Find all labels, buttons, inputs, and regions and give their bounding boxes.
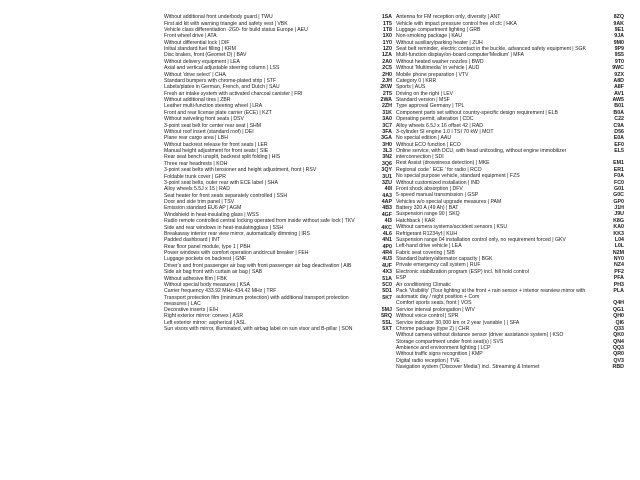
- equipment-code: 9AK: [613, 20, 624, 27]
- equipment-description: Fresh air intake system with activated charcoal canister | FRI: [164, 90, 303, 97]
- equipment-description: Radio remote controlled central locking operated from inside without safe lock | TKV: [164, 218, 355, 225]
- equipment-code: A8F: [613, 84, 624, 91]
- equipment-description: Three rear headrests | KOH: [164, 160, 228, 167]
- equipment-code: KK3: [613, 230, 624, 237]
- equipment-code: 3N2: [382, 154, 392, 161]
- equipment-code: 4X3: [382, 269, 392, 276]
- equipment-entry: [396, 148, 624, 160]
- equipment-description: Rear floor panel module, type 1 | PBH: [164, 243, 251, 250]
- equipment-code: EM1: [613, 160, 624, 167]
- equipment-code: PFA: [613, 275, 624, 282]
- equipment-description: Alloy wheels 6.5J x 16 offset 42 | RAD: [396, 122, 483, 129]
- equipment-description: Side and rear windows in heat-insulatingglass | SSH: [164, 224, 284, 231]
- equipment-code: EF0: [614, 141, 624, 148]
- equipment-code: 2JH: [382, 77, 392, 84]
- equipment-description: Without voice control | SPR: [396, 313, 459, 320]
- equipment-code: D56: [614, 128, 624, 135]
- equipment-code: RBD: [612, 364, 624, 371]
- equipment-description: Without heated washer nozzles | BWD: [396, 58, 484, 65]
- equipment-code: 1T8: [382, 26, 392, 33]
- equipment-code: 9E1: [614, 26, 624, 33]
- equipment-description: Without camera without distance sensor (driver assistance system) | KSO: [396, 332, 564, 339]
- equipment-code: 1Z0: [382, 46, 392, 53]
- equipment-description: Without 'Multimedia' in vehicle | AUD: [396, 65, 480, 72]
- equipment-code: B0A: [613, 109, 624, 116]
- equipment-code: L0L: [614, 243, 624, 250]
- equipment-description: 3-point seat belt for center rear seat | SHM: [164, 122, 262, 129]
- equipment-code: 3GA: [381, 135, 392, 142]
- equipment-description: Rear seat bench unsplit, backrest split folding | HIS: [164, 154, 281, 161]
- equipment-description: Breakaway interior rear view mirror, automatically dimming | IRS: [164, 230, 310, 237]
- equipment-description: Suspension range 04 installation control only, no requirement forced | GKV: [396, 236, 566, 243]
- code-column-right: [396, 14, 624, 480]
- equipment-description: Refrigerant R1234yf | KUH: [396, 230, 458, 237]
- equipment-description: Without backrest release for front seats | LER: [164, 141, 268, 148]
- equipment-description: Without differential lock | DIF: [164, 39, 230, 46]
- equipment-description: Rest Assist (drowsiness detection) | MKE: [396, 160, 490, 167]
- equipment-code: 4R4: [382, 250, 392, 257]
- equipment-description: Without additional front underbody guard | TWU: [164, 14, 273, 21]
- equipment-description: No special purpose vehicle, standard equipment | FZS: [396, 173, 520, 180]
- equipment-code: 40I: [384, 186, 392, 193]
- equipment-code: K8G: [613, 217, 624, 224]
- equipment-code: 4GF: [381, 211, 392, 218]
- equipment-description: First aid kit with warning triangle and safety vest | VBK: [164, 20, 288, 27]
- equipment-code: 9WC: [612, 65, 624, 72]
- equipment-description: Vehicles w/o special upgrade measures | PAM: [396, 198, 502, 205]
- equipment-code: NY0: [613, 256, 624, 263]
- equipment-code: QV3: [613, 357, 624, 364]
- equipment-description: Ambience and environment lighting | LCP: [396, 345, 491, 352]
- equipment-code: 51A: [382, 275, 392, 282]
- equipment-code: 4N1: [382, 237, 392, 244]
- equipment-description: Component parts set without country-specific design requirement | ELB: [396, 109, 558, 116]
- equipment-description: Front shock absorption | DFV: [396, 185, 463, 192]
- equipment-code: N2M: [612, 249, 624, 256]
- equipment-code: PF2: [614, 268, 624, 275]
- equipment-description: Hatchback | KAR: [396, 217, 436, 224]
- equipment-code: 3FA: [382, 128, 392, 135]
- equipment-code: 9ZX: [614, 71, 624, 78]
- equipment-code: 2ZH: [381, 103, 392, 110]
- equipment-code: 3U1: [382, 173, 392, 180]
- equipment-description: Vehicle class differentiation -2G0- for build status Europe | AEU: [164, 26, 308, 33]
- equipment-description: Category 0 | KRR: [396, 77, 437, 84]
- equipment-description: Seat heater for front seats separately controlled | SSH: [164, 192, 288, 199]
- equipment-description: Operating permit, alteration | CDC: [396, 116, 474, 123]
- equipment-description: Type approval Germany | TPL: [396, 103, 465, 110]
- equipment-code: 4L6: [382, 230, 392, 237]
- equipment-code: AW5: [612, 97, 624, 104]
- equipment-code: 1X0: [382, 33, 392, 40]
- equipment-description: Carrier frequency 433.92 MHz-434.42 MHz | TRF: [164, 288, 277, 295]
- equipment-code: QH0: [613, 313, 624, 320]
- equipment-description: Online service, with DCU, with head unitcoding, without engine immobilizer interconnection | SDI: [396, 148, 567, 161]
- equipment-code: 9M0: [613, 39, 624, 46]
- equipment-code: 4B3: [382, 205, 392, 212]
- equipment-code: 3QY: [381, 167, 392, 174]
- equipment-description: Private emergency call system | RUF: [396, 262, 481, 269]
- equipment-description: Leather multi-function steering wheel | LRA: [164, 103, 263, 110]
- equipment-description: ESP: [396, 275, 407, 282]
- equipment-description: Left-hand drive vehicle | LEA: [396, 243, 462, 250]
- equipment-code: 1ZA: [381, 52, 392, 59]
- equipment-description: Decorative inserts | EIH: [164, 307, 218, 314]
- equipment-code: 3A0: [382, 116, 392, 123]
- equipment-description: Power windows with comfort operation andcircuit breaker | FEH: [164, 250, 309, 257]
- equipment-description: Without roof insert (standard roof) | DEI: [164, 128, 254, 135]
- equipment-description: Front wheel drive | ATA: [164, 33, 217, 40]
- equipment-description: Door and side trim panel | TSV: [164, 199, 235, 206]
- equipment-description: Labels/plates in German, French, and Dutch | SAU: [164, 84, 280, 91]
- equipment-code: L04: [614, 236, 624, 243]
- equipment-code: E0A: [613, 135, 624, 142]
- equipment-code: 2H0: [382, 71, 392, 78]
- equipment-description: Front and rear license plate carrier (ECE) | KZT: [164, 109, 272, 116]
- equipment-code: 3H0: [382, 141, 392, 148]
- equipment-description: Without ECO function | ECO: [396, 141, 461, 148]
- equipment-description: Windshield in heat-insulating glass | WSS: [164, 211, 259, 218]
- equipment-code: C9A: [613, 122, 624, 129]
- equipment-description: Emission standard EU6 AP | AGM: [164, 205, 242, 212]
- equipment-description: Sun visors with mirror, illuminated, with airbag label on sun visor and B-pillar | SON: [164, 326, 353, 333]
- equipment-code: QQ3: [612, 345, 624, 352]
- equipment-description: Mobile phone preparation | VTV: [396, 71, 469, 78]
- equipment-description: Initial standard fuel filling | KRM: [164, 46, 236, 53]
- equipment-description: Standard version | MSF: [396, 97, 450, 104]
- equipment-description: Sports | AUS: [396, 84, 426, 91]
- equipment-code: 2A0: [382, 58, 392, 65]
- equipment-code: J1H: [614, 205, 624, 212]
- equipment-description: Manual height adjustment for front seats | SIE: [164, 148, 269, 155]
- equipment-description: Comfort sports seats, front | VOS: [396, 300, 472, 307]
- equipment-code: 4P0: [382, 243, 392, 250]
- equipment-code: EL5: [614, 148, 624, 155]
- equipment-description: Luggage compartment lighting | GRB: [396, 26, 481, 33]
- equipment-code: QN4: [613, 338, 624, 345]
- equipment-code: 5D1: [382, 288, 392, 295]
- equipment-description: Without 'drive select' | CHA: [164, 71, 226, 78]
- equipment-description: Plane rear cargo area | LBH: [164, 135, 228, 142]
- equipment-code: 31K: [382, 109, 392, 116]
- equipment-description: 3-point seat belts with tensioner and height adjustment, front | RSV: [164, 167, 317, 174]
- equipment-code: F0A: [613, 173, 624, 180]
- equipment-code: G0C: [613, 192, 624, 199]
- equipment-code: C22: [614, 116, 624, 123]
- equipment-code: QI6: [615, 319, 624, 326]
- equipment-description: Without delivery equipment | LEA: [164, 58, 240, 65]
- equipment-description: Regional code ' ECE ' for radio | RCO: [396, 166, 482, 173]
- equipment-description: Without auxiliary/parking heater | ZUH: [396, 39, 483, 46]
- equipment-description: Seat belt reminder, electric contact in the buckle, advanced safety equipment | SGK: [396, 46, 586, 53]
- equipment-entry: [396, 288, 624, 300]
- equipment-description: Padded dashboard | INT: [164, 237, 220, 244]
- equipment-entry: [396, 364, 624, 370]
- equipment-code: 3Q6: [381, 160, 392, 167]
- equipment-code: KA0: [613, 224, 624, 231]
- equipment-code: A8D: [613, 77, 624, 84]
- equipment-code: PH3: [613, 281, 624, 288]
- equipment-description: 3-cylinder SI engine 1.0 l TSI 70 kW | MOT: [396, 128, 494, 135]
- equipment-code: PLA: [613, 287, 624, 294]
- equipment-code: ER1: [613, 166, 624, 173]
- equipment-description: Disc brakes, front (Geomet D) | BAV: [164, 52, 247, 59]
- equipment-description: Digital radio reception | TVE: [396, 357, 460, 364]
- equipment-description: Without swiveling front seats | DSV: [164, 116, 244, 123]
- equipment-description: Service interval prolongation | WIV: [396, 306, 475, 313]
- equipment-description: Vehicle with impact pressure control free of cfc | HKA: [396, 20, 517, 27]
- equipment-description: Alloy wheels 5.5J x 15 | RAD: [164, 186, 230, 193]
- equipment-code: 8ZQ: [613, 14, 624, 21]
- equipment-code: 2WA: [380, 97, 392, 104]
- equipment-description: 3-point seat belts, outer rear with ECE label | SHA: [164, 179, 278, 186]
- equipment-code: QG1: [612, 306, 624, 313]
- equipment-description: Multi-function display/on-board computer'Medium' | MFA: [396, 52, 524, 59]
- equipment-code: 1T5: [382, 20, 392, 27]
- equipment-description: Driving on the right | LEV: [396, 90, 454, 97]
- equipment-code: GP0: [613, 198, 624, 205]
- equipment-description: Transport protection film (minimum protection) with additional transport protection measures | LAC: [164, 294, 349, 307]
- equipment-code: FC0: [613, 179, 624, 186]
- equipment-description: No special edition | AAU: [396, 135, 452, 142]
- equipment-code: 4AP: [381, 199, 392, 206]
- equipment-description: Right exterior mirror: convex | ASR: [164, 313, 244, 320]
- equipment-code: 2T5: [382, 90, 392, 97]
- equipment-description: Without additional tires | ZBR: [164, 97, 231, 104]
- equipment-description: Antenna for FM reception only, diversity | ANT: [396, 14, 501, 21]
- equipment-description: Without special body measures | KSA: [164, 281, 250, 288]
- equipment-code: 5XT: [382, 326, 392, 333]
- equipment-code: 5SL: [382, 319, 392, 326]
- equipment-description: Standard battery/alternator capacity | BGK: [396, 256, 493, 263]
- equipment-description: Standard bumpers with chrome-plated strip | STF: [164, 77, 277, 84]
- equipment-description: Foldable trunk cover | GPR: [164, 173, 226, 180]
- equipment-code: 3ZU: [381, 179, 392, 186]
- equipment-description: Non-smoking package | KAU: [396, 33, 462, 40]
- equipment-description: Battery 320 A (49 Ah) | BAT: [396, 205, 459, 212]
- equipment-description: Service indicator 30,000 km or 2 year (variable ) | SFA: [396, 319, 520, 326]
- equipment-description: 5-speed manual transmission | GSP: [396, 192, 479, 199]
- equipment-code: 5K7: [382, 294, 392, 301]
- equipment-code: 5MJ: [381, 307, 392, 314]
- equipment-description: Storage compartment under front seat(s) | SVS: [396, 338, 504, 345]
- equipment-description: Without customized installation | IND: [396, 179, 480, 186]
- equipment-code: 3L3: [382, 148, 392, 155]
- equipment-entry: [164, 326, 392, 332]
- equipment-code: 3C7: [382, 122, 392, 129]
- equipment-code: 1SA: [381, 14, 392, 21]
- equipment-description: Left exterior mirror: aspherical | ASL: [164, 319, 246, 326]
- equipment-description: Luggage pockets on backrest | GNF: [164, 256, 247, 263]
- equipment-description: Side air bag front with curtain air bag | SAB: [164, 269, 263, 276]
- equipment-code: 5C0: [382, 281, 392, 288]
- equipment-code: 4I3: [384, 218, 392, 225]
- equipment-code: 9P9: [614, 46, 624, 53]
- equipment-description: Without adhesive film | FBK: [164, 275, 228, 282]
- equipment-code: 5RQ: [381, 313, 392, 320]
- equipment-description: Driver's and front passenger air bag with front passenger air bag deactivation | AIB: [164, 262, 352, 269]
- equipment-description: Electronic stabilization program (ESP) incl. hill hold control: [396, 268, 529, 275]
- equipment-code: 9S5: [614, 52, 624, 59]
- equipment-code: 4UF: [381, 262, 392, 269]
- equipment-description: Air conditioning Climatic: [396, 281, 451, 288]
- equipment-code: QR0: [613, 351, 624, 358]
- equipment-description: Axial and vertical adjustable steering column | LSS: [164, 65, 280, 72]
- equipment-description: Fabric seat covering | SIB: [396, 249, 455, 256]
- equipment-code: 9JA: [614, 33, 624, 40]
- equipment-code: AV1: [614, 90, 624, 97]
- equipment-code: J9U: [614, 211, 624, 218]
- equipment-code: Q4H: [613, 300, 624, 307]
- equipment-code: 4KC: [381, 224, 392, 231]
- equipment-code: 4U3: [382, 256, 392, 263]
- equipment-description: Pack 'Visibility' (Tour lighting at the front + rain sensor + interior rearview mirror with automatic day / night position + Com: [396, 287, 586, 301]
- equipment-code: 2KW: [380, 84, 392, 91]
- equipment-code: QK0: [613, 332, 624, 339]
- equipment-code: B01: [614, 103, 624, 110]
- equipment-entry: [164, 295, 392, 307]
- equipment-code: 4A3: [382, 192, 392, 199]
- equipment-description: Chrome package (type 2) | CHR: [396, 325, 470, 332]
- equipment-code: 9T0: [614, 58, 624, 65]
- equipment-code: G01: [613, 185, 624, 192]
- equipment-description: Without camera systems/accident sensors | KSU: [396, 224, 508, 231]
- equipment-description: Without traffic signs recognition | KMP: [396, 351, 483, 358]
- equipment-code: Q33: [613, 325, 624, 332]
- equipment-description: Navigation system ('Discover Media') incl. Streaming & Internet: [396, 364, 540, 371]
- equipment-description: Suspension range 90 | SKQ: [396, 211, 460, 218]
- equipment-code: NZ4: [613, 262, 624, 269]
- equipment-code: 1Y0: [382, 39, 392, 46]
- equipment-code: 2C5: [382, 65, 392, 72]
- code-column-left: [164, 14, 392, 480]
